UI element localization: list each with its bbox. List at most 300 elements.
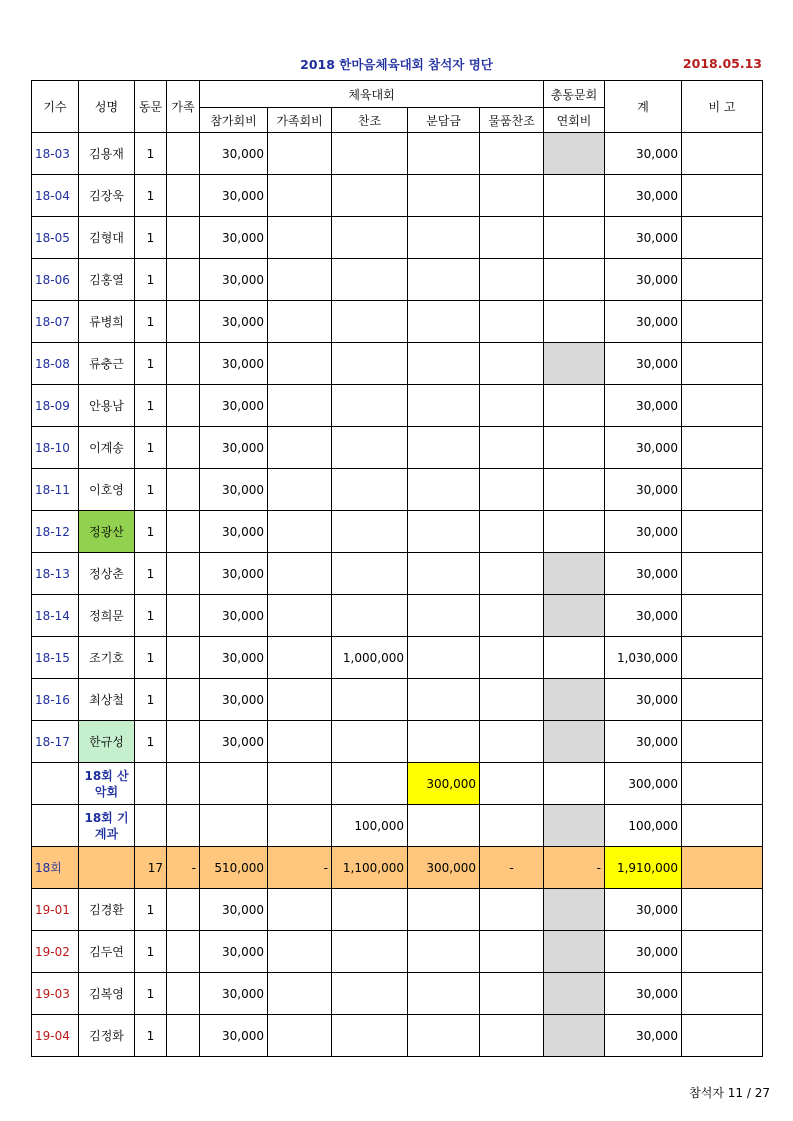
donation-cell xyxy=(332,679,408,721)
summary-name xyxy=(79,847,135,889)
family-cell xyxy=(167,1015,200,1057)
header-assoc: 총동문회 xyxy=(544,81,605,108)
goods-cell xyxy=(480,637,544,679)
note-cell xyxy=(682,637,763,679)
name-cell: 김용재 xyxy=(79,133,135,175)
family-cell xyxy=(167,637,200,679)
family-cell xyxy=(167,931,200,973)
total-cell: 1,030,000 xyxy=(605,637,682,679)
table-row xyxy=(32,931,763,973)
table-row xyxy=(32,301,763,343)
family-fee-cell xyxy=(268,931,332,973)
table-row xyxy=(32,889,763,931)
goods-cell xyxy=(480,721,544,763)
header-donation: 찬조 xyxy=(332,108,408,133)
goods-cell xyxy=(480,133,544,175)
family-fee-cell xyxy=(268,259,332,301)
header-fee: 참가회비 xyxy=(200,108,268,133)
name-cell: 정광산 xyxy=(79,511,135,553)
table-body-19 xyxy=(32,889,763,1057)
family-fee-cell xyxy=(268,763,332,805)
name-cell: 이계송 xyxy=(79,427,135,469)
family-cell xyxy=(167,343,200,385)
total-cell: 30,000 xyxy=(605,343,682,385)
family-cell xyxy=(167,427,200,469)
goods-cell xyxy=(480,427,544,469)
total-cell: 30,000 xyxy=(605,553,682,595)
name-cell: 류충근 xyxy=(79,343,135,385)
share-cell xyxy=(408,511,480,553)
family-fee-cell xyxy=(268,973,332,1015)
gisu-cell: 18-13 xyxy=(32,553,79,595)
fee-cell: 30,000 xyxy=(200,721,268,763)
table-row xyxy=(32,637,763,679)
share-cell xyxy=(408,343,480,385)
table-row xyxy=(32,427,763,469)
total-cell: 30,000 xyxy=(605,175,682,217)
total-cell: 30,000 xyxy=(605,1015,682,1057)
total-cell: 30,000 xyxy=(605,385,682,427)
family-cell xyxy=(167,805,200,847)
gisu-cell: 18-07 xyxy=(32,301,79,343)
family-fee-cell xyxy=(268,1015,332,1057)
note-cell xyxy=(682,595,763,637)
fee-cell: 30,000 xyxy=(200,931,268,973)
goods-cell xyxy=(480,259,544,301)
family-cell xyxy=(167,301,200,343)
family-cell xyxy=(167,217,200,259)
header-note: 비 고 xyxy=(682,81,763,133)
family-cell xyxy=(167,973,200,1015)
goods-cell xyxy=(480,175,544,217)
summary-family: - xyxy=(167,847,200,889)
note-cell xyxy=(682,1015,763,1057)
gisu-cell: 18-09 xyxy=(32,385,79,427)
family-cell xyxy=(167,511,200,553)
goods-cell xyxy=(480,595,544,637)
alumni-cell: 1 xyxy=(135,889,167,931)
gisu-cell: 19-02 xyxy=(32,931,79,973)
goods-cell xyxy=(480,217,544,259)
header-total: 계 xyxy=(605,81,682,133)
share-cell xyxy=(408,721,480,763)
fee-cell: 30,000 xyxy=(200,427,268,469)
note-cell xyxy=(682,259,763,301)
note-cell xyxy=(682,763,763,805)
gisu-cell: 18-11 xyxy=(32,469,79,511)
assoc-fee-cell xyxy=(544,511,605,553)
assoc-fee-cell xyxy=(544,763,605,805)
fee-cell: 30,000 xyxy=(200,511,268,553)
goods-cell xyxy=(480,553,544,595)
note-cell xyxy=(682,511,763,553)
total-cell: 30,000 xyxy=(605,469,682,511)
name-cell: 김두연 xyxy=(79,931,135,973)
share-cell xyxy=(408,931,480,973)
total-cell: 30,000 xyxy=(605,931,682,973)
family-fee-cell xyxy=(268,133,332,175)
note-cell xyxy=(682,931,763,973)
share-cell xyxy=(408,889,480,931)
family-cell xyxy=(167,553,200,595)
alumni-cell: 1 xyxy=(135,385,167,427)
total-cell: 30,000 xyxy=(605,679,682,721)
name-cell: 류병희 xyxy=(79,301,135,343)
fee-cell: 30,000 xyxy=(200,469,268,511)
share-cell xyxy=(408,385,480,427)
page-footer: 참석자 11 / 27 xyxy=(689,1086,770,1100)
table-row xyxy=(32,721,763,763)
note-cell xyxy=(682,679,763,721)
share-cell: 300,000 xyxy=(408,763,480,805)
gisu-cell: 18-17 xyxy=(32,721,79,763)
share-cell xyxy=(408,637,480,679)
document-date: 2018.05.13 xyxy=(682,56,762,71)
family-cell xyxy=(167,763,200,805)
summary-note xyxy=(682,847,763,889)
donation-cell xyxy=(332,595,408,637)
assoc-fee-cell xyxy=(544,889,605,931)
name-cell: 정희문 xyxy=(79,595,135,637)
name-cell: 정상춘 xyxy=(79,553,135,595)
share-cell xyxy=(408,595,480,637)
note-cell xyxy=(682,553,763,595)
goods-cell xyxy=(480,343,544,385)
assoc-fee-cell xyxy=(544,637,605,679)
fee-cell: 30,000 xyxy=(200,385,268,427)
donation-cell xyxy=(332,427,408,469)
assoc-fee-cell xyxy=(544,1015,605,1057)
goods-cell xyxy=(480,511,544,553)
share-cell xyxy=(408,469,480,511)
family-fee-cell xyxy=(268,427,332,469)
summary-goods: - xyxy=(480,847,544,889)
page-title: 2018 한마음체육대회 참석자 명단 xyxy=(300,57,493,72)
header-goods: 물품찬조 xyxy=(480,108,544,133)
total-cell: 100,000 xyxy=(605,805,682,847)
alumni-cell: 1 xyxy=(135,1015,167,1057)
summary-family-fee: - xyxy=(268,847,332,889)
donation-cell xyxy=(332,553,408,595)
gisu-cell: 18-06 xyxy=(32,259,79,301)
family-fee-cell xyxy=(268,511,332,553)
donation-cell: 1,000,000 xyxy=(332,637,408,679)
total-cell: 30,000 xyxy=(605,721,682,763)
fee-cell: 30,000 xyxy=(200,343,268,385)
total-cell: 30,000 xyxy=(605,973,682,1015)
alumni-cell: 1 xyxy=(135,469,167,511)
fee-cell: 30,000 xyxy=(200,301,268,343)
alumni-cell: 1 xyxy=(135,175,167,217)
name-cell: 이호영 xyxy=(79,469,135,511)
family-fee-cell xyxy=(268,595,332,637)
total-cell: 30,000 xyxy=(605,301,682,343)
table-row xyxy=(32,175,763,217)
assoc-fee-cell xyxy=(544,469,605,511)
family-cell xyxy=(167,469,200,511)
gisu-cell: 18-04 xyxy=(32,175,79,217)
name-cell: 조기호 xyxy=(79,637,135,679)
fee-cell: 30,000 xyxy=(200,889,268,931)
goods-cell xyxy=(480,973,544,1015)
table-row xyxy=(32,511,763,553)
table-row xyxy=(32,217,763,259)
fee-cell: 30,000 xyxy=(200,553,268,595)
gisu-cell: 18-12 xyxy=(32,511,79,553)
total-cell: 30,000 xyxy=(605,427,682,469)
name-cell: 18회 산악회 xyxy=(79,763,135,805)
alumni-cell: 1 xyxy=(135,343,167,385)
alumni-cell: 1 xyxy=(135,511,167,553)
note-cell xyxy=(682,721,763,763)
alumni-cell: 1 xyxy=(135,259,167,301)
donation-cell xyxy=(332,343,408,385)
name-cell: 안용남 xyxy=(79,385,135,427)
goods-cell xyxy=(480,889,544,931)
family-cell xyxy=(167,595,200,637)
fee-cell: 30,000 xyxy=(200,133,268,175)
share-cell xyxy=(408,259,480,301)
name-cell: 김복영 xyxy=(79,973,135,1015)
summary-alumni: 17 xyxy=(135,847,167,889)
assoc-fee-cell xyxy=(544,805,605,847)
name-cell: 김경환 xyxy=(79,889,135,931)
goods-cell xyxy=(480,805,544,847)
summary-fee: 510,000 xyxy=(200,847,268,889)
share-cell xyxy=(408,1015,480,1057)
table-row xyxy=(32,763,763,805)
goods-cell xyxy=(480,763,544,805)
family-cell xyxy=(167,721,200,763)
assoc-fee-cell xyxy=(544,343,605,385)
family-fee-cell xyxy=(268,385,332,427)
assoc-fee-cell xyxy=(544,301,605,343)
family-fee-cell xyxy=(268,553,332,595)
gisu-cell: 18-03 xyxy=(32,133,79,175)
family-fee-cell xyxy=(268,301,332,343)
family-fee-cell xyxy=(268,805,332,847)
name-cell: 김정화 xyxy=(79,1015,135,1057)
gisu-cell: 18-16 xyxy=(32,679,79,721)
assoc-fee-cell xyxy=(544,721,605,763)
assoc-fee-cell xyxy=(544,217,605,259)
alumni-cell: 1 xyxy=(135,217,167,259)
goods-cell xyxy=(480,385,544,427)
header-family: 가족 xyxy=(167,81,200,133)
total-cell: 30,000 xyxy=(605,133,682,175)
note-cell xyxy=(682,973,763,1015)
donation-cell xyxy=(332,175,408,217)
total-cell: 30,000 xyxy=(605,217,682,259)
goods-cell xyxy=(480,301,544,343)
total-cell: 300,000 xyxy=(605,763,682,805)
family-cell xyxy=(167,889,200,931)
donation-cell: 100,000 xyxy=(332,805,408,847)
table-row xyxy=(32,805,763,847)
fee-cell: 30,000 xyxy=(200,259,268,301)
family-fee-cell xyxy=(268,721,332,763)
family-cell xyxy=(167,259,200,301)
name-cell: 김장욱 xyxy=(79,175,135,217)
share-cell xyxy=(408,427,480,469)
assoc-fee-cell xyxy=(544,679,605,721)
family-cell xyxy=(167,679,200,721)
total-cell: 30,000 xyxy=(605,259,682,301)
goods-cell xyxy=(480,679,544,721)
alumni-cell: 1 xyxy=(135,553,167,595)
gisu-cell: 19-04 xyxy=(32,1015,79,1057)
alumni-cell: 1 xyxy=(135,427,167,469)
note-cell xyxy=(682,301,763,343)
name-cell: 18회 기계과 xyxy=(79,805,135,847)
header-alumni: 동문 xyxy=(135,81,167,133)
donation-cell xyxy=(332,469,408,511)
goods-cell xyxy=(480,931,544,973)
family-fee-cell xyxy=(268,679,332,721)
alumni-cell: 1 xyxy=(135,973,167,1015)
assoc-fee-cell xyxy=(544,427,605,469)
gisu-cell xyxy=(32,763,79,805)
share-cell xyxy=(408,133,480,175)
header-assoc-fee: 연회비 xyxy=(544,108,605,133)
donation-cell xyxy=(332,133,408,175)
fee-cell: 30,000 xyxy=(200,595,268,637)
total-cell: 30,000 xyxy=(605,511,682,553)
donation-cell xyxy=(332,1015,408,1057)
summary-label: 18회 xyxy=(32,847,79,889)
alumni-cell: 1 xyxy=(135,133,167,175)
donation-cell xyxy=(332,973,408,1015)
table-row xyxy=(32,259,763,301)
alumni-cell: 1 xyxy=(135,931,167,973)
fee-cell: 30,000 xyxy=(200,1015,268,1057)
gisu-cell: 18-14 xyxy=(32,595,79,637)
share-cell xyxy=(408,679,480,721)
table-row xyxy=(32,553,763,595)
assoc-fee-cell xyxy=(544,595,605,637)
donation-cell xyxy=(332,721,408,763)
attendee-table xyxy=(31,80,763,1057)
table-row xyxy=(32,973,763,1015)
table-row xyxy=(32,679,763,721)
alumni-cell: 1 xyxy=(135,679,167,721)
assoc-fee-cell xyxy=(544,133,605,175)
share-cell xyxy=(408,805,480,847)
donation-cell xyxy=(332,511,408,553)
name-cell: 김형대 xyxy=(79,217,135,259)
table-row xyxy=(32,595,763,637)
family-fee-cell xyxy=(268,343,332,385)
summary-row xyxy=(32,847,763,889)
name-cell: 한규성 xyxy=(79,721,135,763)
assoc-fee-cell xyxy=(544,259,605,301)
share-cell xyxy=(408,217,480,259)
fee-cell: 30,000 xyxy=(200,217,268,259)
donation-cell xyxy=(332,217,408,259)
summary-assoc-fee: - xyxy=(544,847,605,889)
gisu-cell xyxy=(32,805,79,847)
fee-cell: 30,000 xyxy=(200,679,268,721)
donation-cell xyxy=(332,301,408,343)
fee-cell: 30,000 xyxy=(200,637,268,679)
share-cell xyxy=(408,553,480,595)
summary-share: 300,000 xyxy=(408,847,480,889)
header-sports: 체육대회 xyxy=(200,81,544,108)
table-body-18 xyxy=(32,133,763,847)
note-cell xyxy=(682,805,763,847)
assoc-fee-cell xyxy=(544,385,605,427)
share-cell xyxy=(408,175,480,217)
gisu-cell: 18-08 xyxy=(32,343,79,385)
donation-cell xyxy=(332,763,408,805)
table-row xyxy=(32,469,763,511)
summary-donation: 1,100,000 xyxy=(332,847,408,889)
name-cell: 김홍열 xyxy=(79,259,135,301)
donation-cell xyxy=(332,385,408,427)
share-cell xyxy=(408,973,480,1015)
gisu-cell: 18-05 xyxy=(32,217,79,259)
goods-cell xyxy=(480,469,544,511)
table-row xyxy=(32,133,763,175)
header-share: 분담금 xyxy=(408,108,480,133)
gisu-cell: 19-03 xyxy=(32,973,79,1015)
summary-total: 1,910,000 xyxy=(605,847,682,889)
assoc-fee-cell xyxy=(544,931,605,973)
goods-cell xyxy=(480,1015,544,1057)
gisu-cell: 18-15 xyxy=(32,637,79,679)
alumni-cell: 1 xyxy=(135,301,167,343)
family-cell xyxy=(167,385,200,427)
fee-cell: 30,000 xyxy=(200,175,268,217)
alumni-cell: 1 xyxy=(135,721,167,763)
note-cell xyxy=(682,469,763,511)
assoc-fee-cell xyxy=(544,175,605,217)
alumni-cell xyxy=(135,763,167,805)
share-cell xyxy=(408,301,480,343)
family-fee-cell xyxy=(268,889,332,931)
note-cell xyxy=(682,385,763,427)
assoc-fee-cell xyxy=(544,973,605,1015)
note-cell xyxy=(682,217,763,259)
donation-cell xyxy=(332,889,408,931)
family-fee-cell xyxy=(268,175,332,217)
total-cell: 30,000 xyxy=(605,889,682,931)
donation-cell xyxy=(332,259,408,301)
header-family-fee: 가족회비 xyxy=(268,108,332,133)
gisu-cell: 19-01 xyxy=(32,889,79,931)
note-cell xyxy=(682,427,763,469)
name-cell: 최상철 xyxy=(79,679,135,721)
table-row xyxy=(32,343,763,385)
table-row xyxy=(32,1015,763,1057)
note-cell xyxy=(682,343,763,385)
note-cell xyxy=(682,175,763,217)
family-cell xyxy=(167,133,200,175)
fee-cell xyxy=(200,763,268,805)
alumni-cell: 1 xyxy=(135,595,167,637)
family-fee-cell xyxy=(268,217,332,259)
header-name: 성명 xyxy=(79,81,135,133)
gisu-cell: 18-10 xyxy=(32,427,79,469)
family-fee-cell xyxy=(268,469,332,511)
family-cell xyxy=(167,175,200,217)
alumni-cell xyxy=(135,805,167,847)
fee-cell xyxy=(200,805,268,847)
family-fee-cell xyxy=(268,637,332,679)
donation-cell xyxy=(332,931,408,973)
total-cell: 30,000 xyxy=(605,595,682,637)
note-cell xyxy=(682,133,763,175)
